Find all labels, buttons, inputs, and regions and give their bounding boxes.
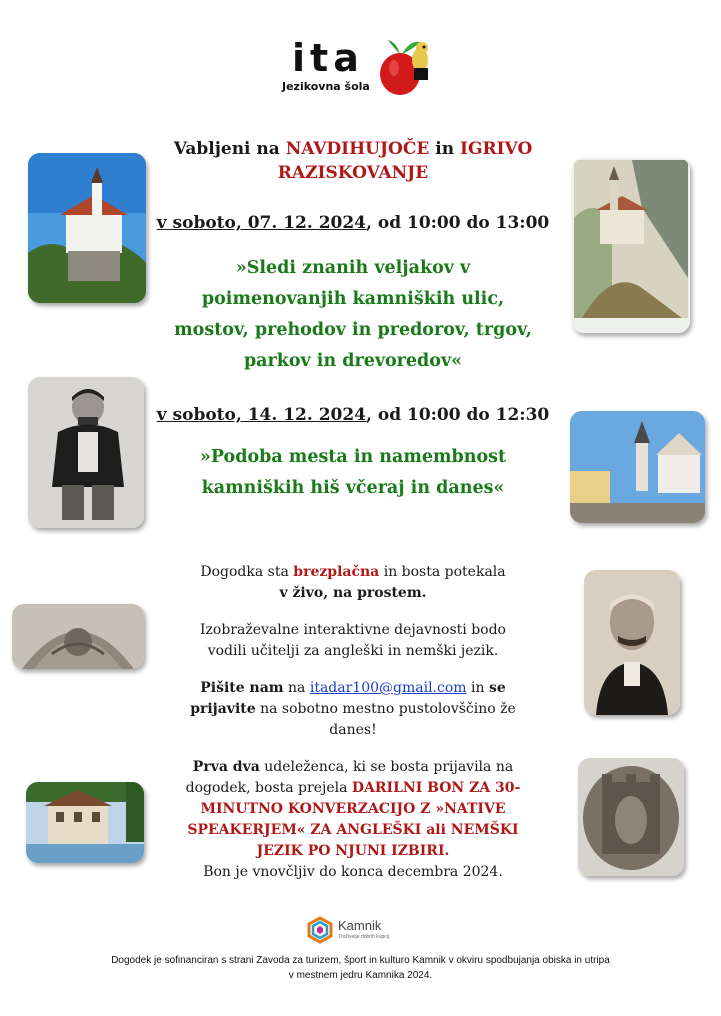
event1-title [130, 253, 576, 377]
kamnik-emblem-icon [306, 916, 334, 944]
info-text: in [466, 680, 489, 696]
logo-wordmark: ita [292, 36, 364, 80]
event1-title-line: poimenovanjih kamniških ulic, [201, 289, 505, 309]
info-text: se [488, 680, 506, 696]
headline-navdihujoce: NAVDIHUJOČE [285, 139, 430, 159]
photo-coat-of-arms [578, 758, 684, 876]
event1-title-line: parkov in drevoredov« [243, 351, 463, 371]
info-text: danes! [329, 722, 377, 738]
kamnik-tagline: Doživetje dobrih kupcij [339, 934, 390, 940]
info-paragraph-signup [148, 678, 558, 741]
info-write-us: Pišite nam [200, 680, 284, 696]
info-text: udeleženca, ki se bosta prijavila na [259, 759, 514, 775]
photo-castle-hill [28, 153, 146, 303]
headline-prefix: Vabljeni na [173, 139, 286, 159]
event2-time: , od 10:00 do 12:30 [366, 405, 550, 425]
info-live-outdoors: v živo, na prostem. [279, 585, 427, 601]
voucher-text: JEZIK PO NJUNI IZBIRI. [256, 843, 450, 859]
photo-portrait-man [584, 570, 680, 715]
photo-historic-man-seated [28, 377, 144, 528]
info-text: Dogodka sta [200, 564, 294, 580]
event2-title-line: kamniških hiš včeraj in danes« [201, 478, 505, 498]
headline [148, 137, 558, 185]
voucher-text: DARILNI BON ZA 30- [351, 780, 521, 796]
event2-title-line: »Podoba mesta in namembnost [199, 447, 507, 467]
info-teachers-line: vodili učitelji za angleški in nemški jezik. [207, 643, 499, 659]
voucher-text: MINUTNO KONVERZACIJO Z »NATIVE [200, 801, 506, 817]
event2-datetime [148, 403, 558, 427]
event1-title-line: »Sledi znanih veljakov v [235, 258, 471, 278]
kamnik-name: Kamnik [338, 918, 382, 933]
photo-villa-lake [26, 782, 144, 863]
info-teachers-line: Izobraževalne interaktivne dejavnosti bodo [200, 622, 506, 638]
email-link[interactable]: itadar100@gmail.com [309, 680, 467, 696]
info-paragraph-teachers [148, 620, 558, 662]
event1-datetime [148, 211, 558, 235]
voucher-validity: Bon je vnovčljiv do konca decembra 2024. [203, 864, 503, 880]
headline-raziskovanje: RAZISKOVANJE [277, 163, 429, 183]
photo-painting-castle [572, 158, 690, 333]
info-text: in bosta potekala [379, 564, 506, 580]
event1-date: v soboto, 07. 12. 2024 [156, 213, 367, 233]
event1-time: , od 10:00 do 13:00 [366, 213, 550, 233]
footer-line: Dogodek je sofinanciran s strani Zavoda za turizem, šport in kulturo Kamnik v okviru spodbujanja obiska in utripa [111, 955, 610, 966]
voucher-text: SPEAKERJEM« ZA ANGLEŠKI ali NEMŠKI [187, 822, 519, 838]
info-first-two: Prva dva [192, 759, 260, 775]
ita-logo [280, 34, 445, 98]
photo-stone-relief [12, 604, 144, 669]
kamnik-logo [306, 916, 416, 946]
event2-title [148, 442, 558, 504]
headline-igrivo: IGRIVO [460, 139, 533, 159]
info-paragraph-voucher [148, 757, 558, 883]
headline-in: in [429, 139, 460, 159]
info-paragraph-free [148, 562, 558, 604]
info-text: dogodek, bosta prejela [185, 780, 352, 796]
info-text: na [283, 680, 310, 696]
info-free-word: brezplačna [293, 564, 380, 580]
info-signup-word: prijavite [190, 701, 256, 717]
photo-town-square [570, 411, 705, 523]
apple-mascot-icon [376, 34, 440, 98]
event1-title-line: mostov, prehodov in predorov, trgov, [174, 320, 532, 340]
footer-note [70, 953, 651, 983]
event2-date: v soboto, 14. 12. 2024 [156, 405, 367, 425]
logo-subtitle: Jezikovna šola [282, 80, 370, 93]
footer-line: v mestnem jedru Kamnika 2024. [288, 970, 433, 981]
info-text: na sobotno mestno pustolovščino že [255, 701, 516, 717]
